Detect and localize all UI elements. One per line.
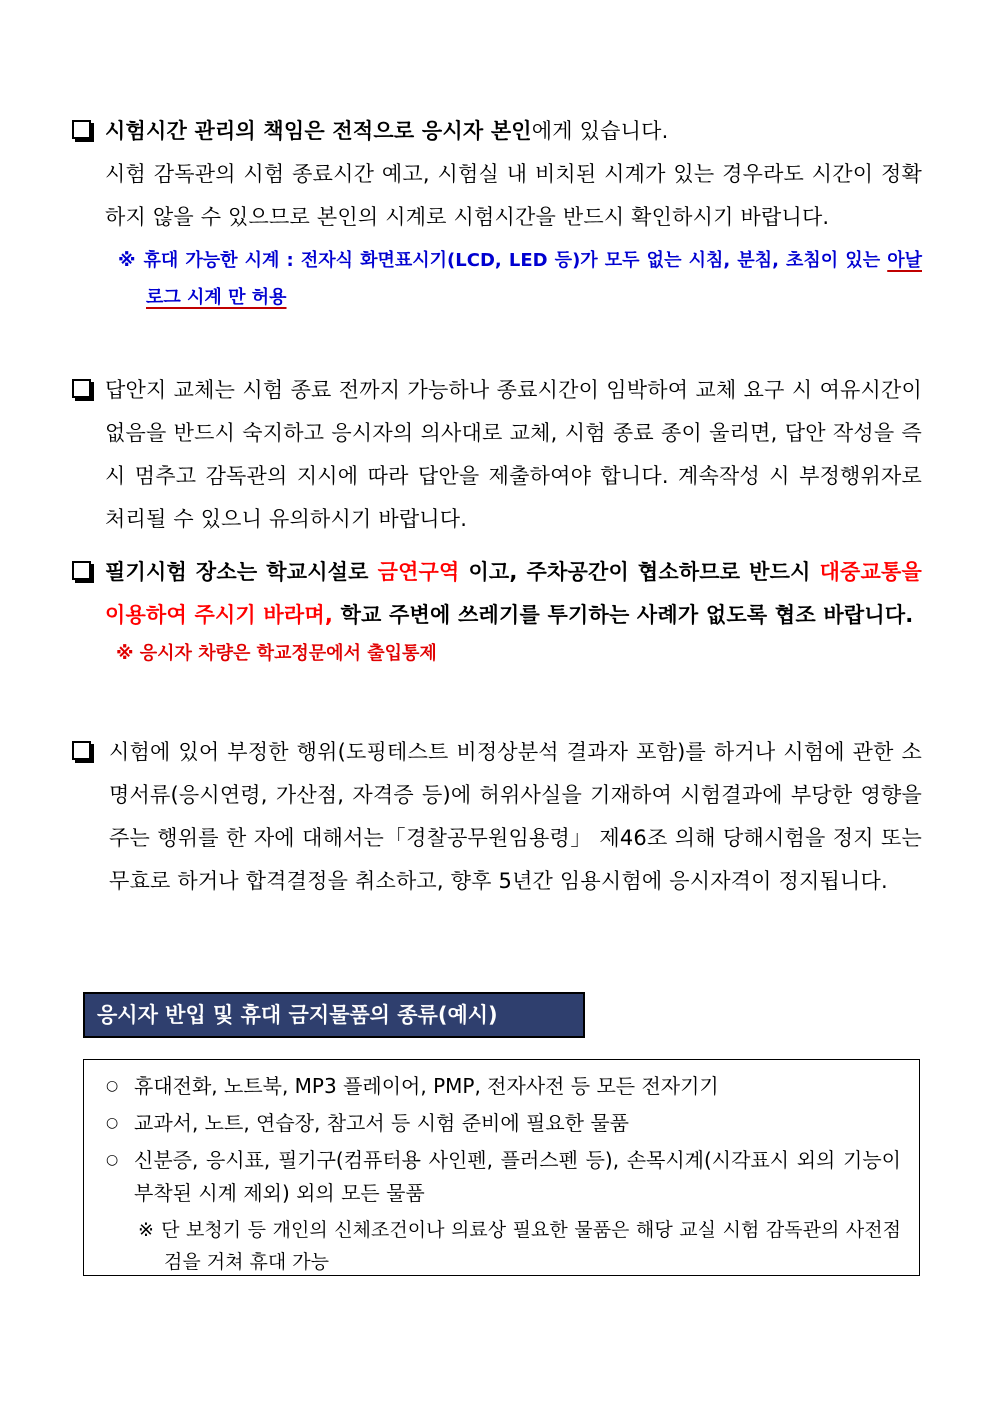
- checkbox-square-icon: [72, 741, 91, 760]
- circle-bullet-icon: ○: [106, 1152, 119, 1168]
- venue-text-part2: 이고, 주차공간이 협소하므로 반드시: [459, 560, 820, 584]
- watch-note-text: ※ 휴대 가능한 시계 : 전자식 화면표시기(LCD, LED 등)가 모두 없는 시침, 분침, 초침이 있는: [118, 250, 888, 271]
- venue-text-part3: 학교 주변에 쓰레기를 투기하는 사례가 없도록 협조 바랍니다.: [333, 603, 914, 627]
- exam-time-heading-tail: 에게 있습니다.: [531, 119, 669, 143]
- exam-time-heading: 시험시간 관리의 책임은 전적으로 응시자 본인: [105, 119, 532, 143]
- misconduct-paragraph: 시험에 있어 부정한 행위(도핑테스트 비정상분석 결과자 포함)를 하거나 시험에 관한 소명서류(응시연령, 가산점, 자격증 등)에 허위사실을 기재하여 시험결과에 부당한 영향을 주는 행위를 한 자에 대해서는「경찰공무원임용령」 제46조 의해 당해시험을 정지 또는 무효로 하거나 합격결정을 취소하고, 향후 5년간 임용시험에 응시자격이 정지됩니다.: [109, 740, 922, 893]
- venue-item: [72, 551, 922, 637]
- list-item: [106, 1144, 901, 1210]
- list-item: [106, 1070, 901, 1103]
- list-item: [106, 1107, 901, 1140]
- exam-time-paragraph: 시험 감독관의 시험 종료시간 예고, 시험실 내 비치된 시계가 있는 경우라도 시간이 정확하지 않을 수 있으므로 본인의 시계로 시험시간을 반드시 확인하시기 바랍니다.: [105, 162, 922, 229]
- section-answer-sheet: [72, 369, 922, 541]
- list-item-text: 휴대전화, 노트북, MP3 플레이어, PMP, 전자사전 등 모든 전자기기: [134, 1074, 719, 1098]
- misconduct-item: [72, 731, 922, 903]
- prohibited-items-header: 응시자 반입 및 휴대 금지물품의 종류(예시): [83, 992, 585, 1038]
- watch-note: [108, 242, 922, 316]
- watch-note-underlined: 아날로그 시계 만 허용: [146, 250, 922, 308]
- hearing-aid-note: ※ 단 보청기 등 개인의 신체조건이나 의료상 필요한 물품은 해당 교실 시험 감독관의 사전점검을 거쳐 휴대 가능: [138, 1219, 901, 1273]
- circle-bullet-icon: ○: [106, 1078, 119, 1094]
- section-venue: [72, 551, 922, 669]
- list-item-text: 신분증, 응시표, 필기구(컴퓨터용 사인펜, 플러스펜 등), 손목시계(시각표시 외의 기능이 부착된 시계 제외) 외의 모든 물품: [134, 1148, 901, 1205]
- checkbox-square-icon: [72, 379, 91, 398]
- prohibited-items-box: [83, 1059, 920, 1276]
- exam-time-item: [72, 110, 922, 239]
- public-transport-text: 대중교통을 이용하여 주시기 바라며,: [105, 560, 922, 627]
- vehicle-note: ※ 응시자 차량은 학교정문에서 출입통제: [116, 643, 437, 664]
- checkbox-square-icon: [72, 561, 91, 580]
- exam-time-text: [105, 110, 922, 239]
- circle-bullet-icon: ○: [106, 1115, 119, 1131]
- section-exam-time: [72, 110, 922, 316]
- answer-sheet-item: [72, 369, 922, 541]
- answer-sheet-paragraph: 답안지 교체는 시험 종료 전까지 가능하나 종료시간이 임박하여 교체 요구 시 여유시간이 없음을 반드시 숙지하고 응시자의 의사대로 교체, 시험 종료 종이 울리면, 답안 작성을 즉시 멈추고 감독관의 지시에 따라 답안을 제출하여야 합니다. 계속작성 시 부정행위자로 처리될 수 있으니 유의하시기 바랍니다.: [105, 378, 922, 531]
- list-item-text: 교과서, 노트, 연습장, 참고서 등 시험 준비에 필요한 물품: [134, 1111, 629, 1135]
- section-misconduct: [72, 731, 922, 903]
- venue-text-part1: 필기시험 장소는 학교시설로: [105, 560, 378, 584]
- venue-text: [105, 551, 922, 637]
- no-smoking-zone-text: 금연구역: [377, 560, 460, 584]
- checkbox-square-icon: [72, 120, 91, 139]
